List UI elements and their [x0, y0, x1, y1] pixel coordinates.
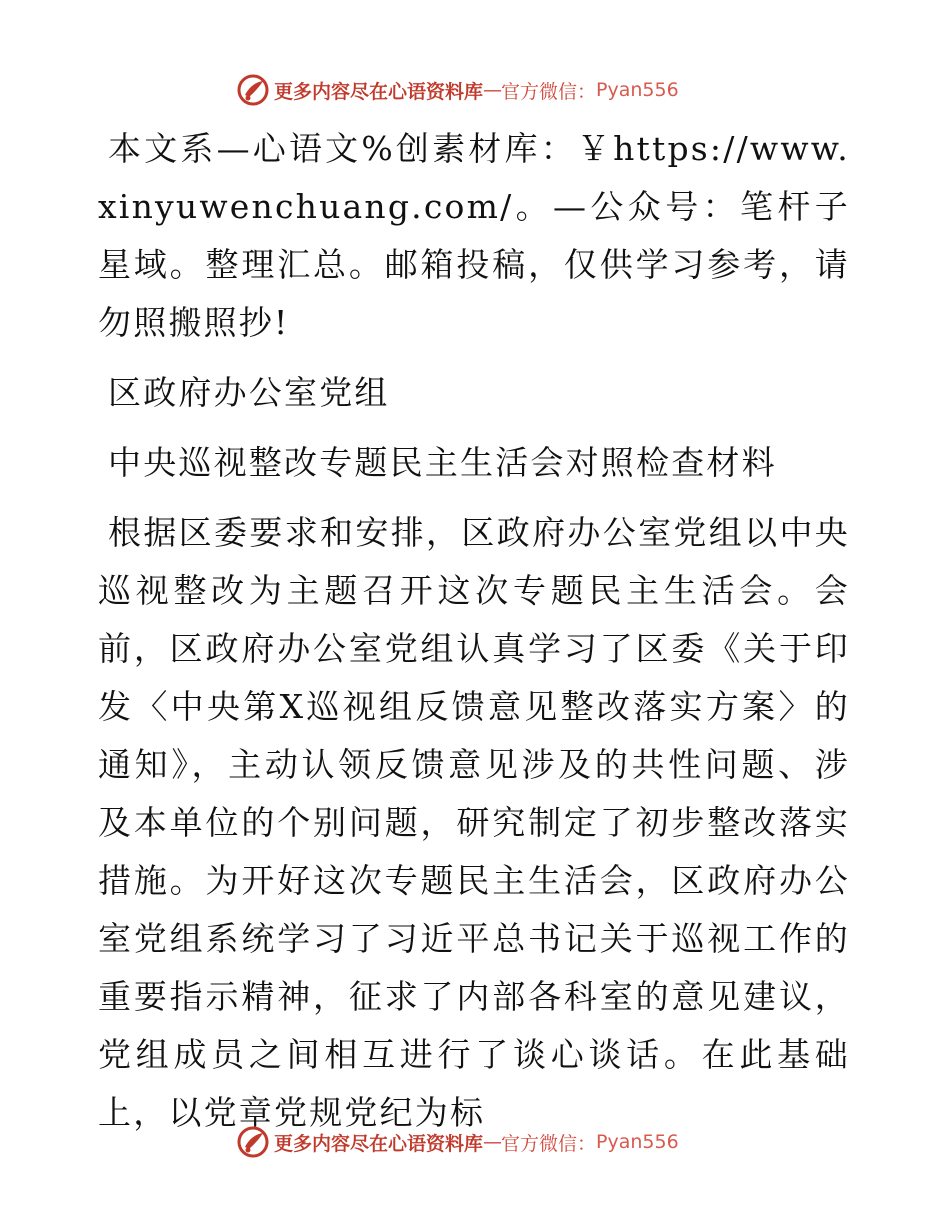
- banner-separator: —: [483, 1131, 502, 1153]
- banner-wechat-id: Pyan556: [596, 1131, 679, 1153]
- banner-official-label: 官方微信：: [501, 1132, 597, 1155]
- source-note: 本文系—心语文%创素材库：￥https://www.xinyuwenchuang.com/。—公众号：笔杆子星域。整理汇总。邮箱投稿，仅供学习参考，请勿照搬照抄!: [98, 129, 850, 342]
- banner-official-label: 官方微信：: [501, 80, 597, 103]
- banner-brand-text: 更多内容尽在心语资料库: [274, 1132, 484, 1155]
- document-title: 中央巡视整改专题民主生活会对照检查材料: [108, 443, 777, 482]
- brand-logo-icon: [236, 1125, 270, 1159]
- banner-wechat-id: Pyan556: [596, 79, 679, 101]
- header-banner: [236, 72, 679, 108]
- org-heading: 区政府办公室党组: [108, 373, 390, 412]
- footer-banner: [236, 1124, 679, 1160]
- document-body: [98, 120, 850, 1142]
- brand-logo-icon: [236, 73, 270, 107]
- banner-brand-text: 更多内容尽在心语资料库: [274, 80, 484, 103]
- banner-separator: —: [483, 79, 502, 101]
- body-paragraph: 根据区委要求和安排，区政府办公室党组以中央巡视整改为主题召开这次专题民主生活会。会前，区政府办公室党组认真学习了区委《关于印发〈中央第X巡视组反馈意见整改落实方案〉的通知》，主动认领反馈意见涉及的共性问题、涉及本单位的个别问题，研究制定了初步整改落实措施。为开好这次专题民主生活会，区政府办公室党组系统学习了习近平总书记关于巡视工作的重要指示精神，征求了内部各科室的意见建议，党组成员之间相互进行了谈心谈话。在此基础上，以党章党规党纪为标: [98, 513, 850, 1132]
